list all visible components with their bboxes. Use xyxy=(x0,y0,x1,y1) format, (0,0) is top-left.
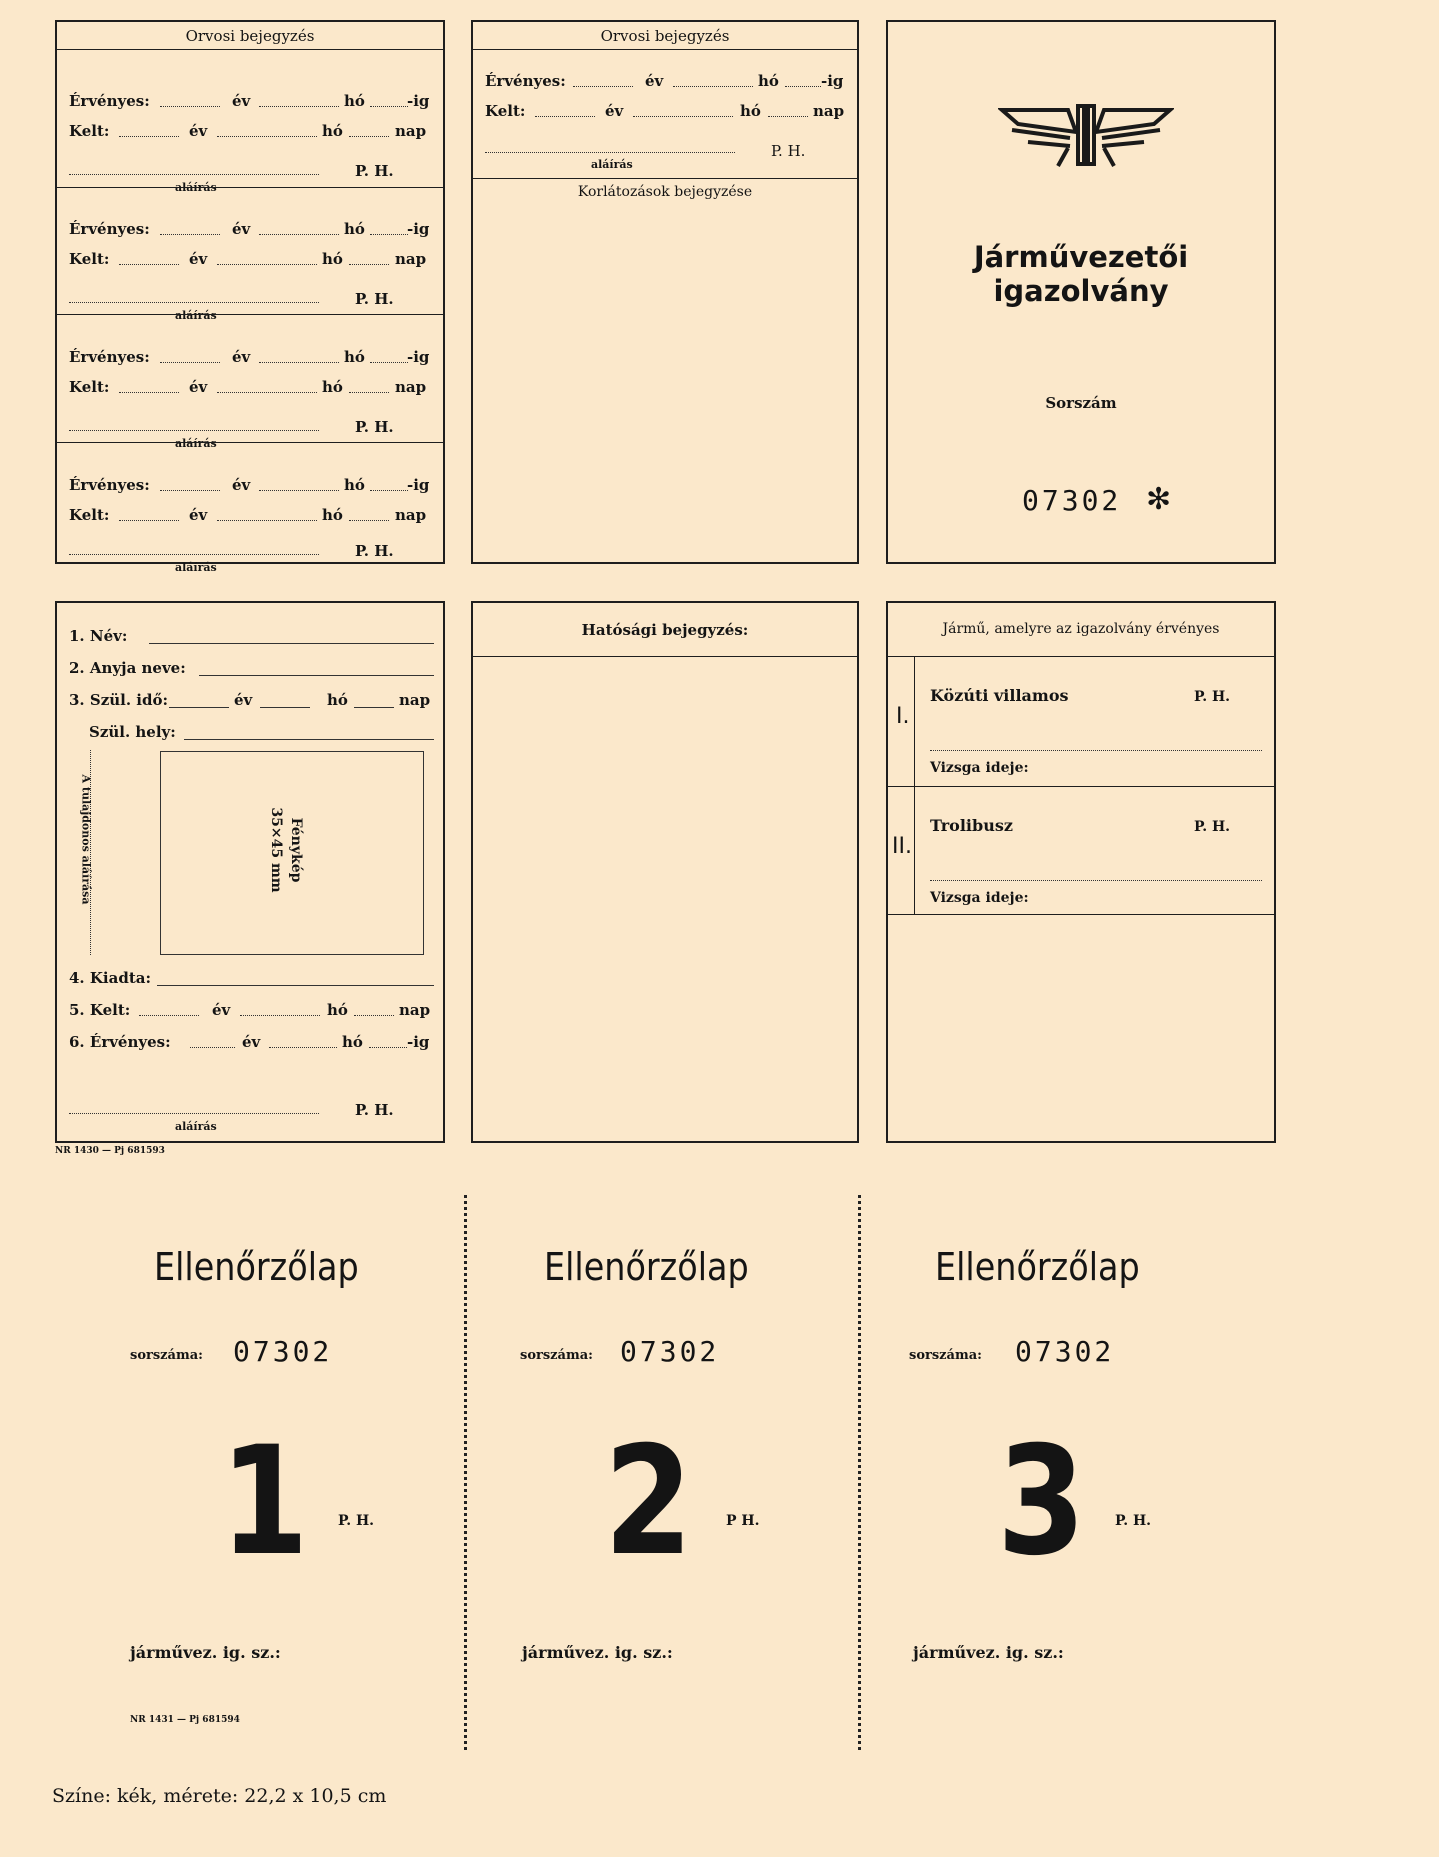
nap-label: nap xyxy=(395,122,427,140)
ho-label: hó xyxy=(342,1033,363,1051)
medical-entry-1 xyxy=(57,52,443,194)
railway-emblem-icon xyxy=(998,102,1174,170)
nap-label: nap xyxy=(395,506,427,524)
signature-label: aláírás xyxy=(175,437,217,450)
valid-label: Érvényes: xyxy=(69,220,150,238)
birth-date-label: 3. Szül. idő: xyxy=(69,691,169,709)
control-sheet-1 xyxy=(120,1245,450,1735)
category-ph: P. H. xyxy=(1194,819,1231,835)
ev-label: év xyxy=(212,1001,231,1019)
sheet-number: 3 xyxy=(997,1415,1086,1589)
ph-label: P. H. xyxy=(338,1513,375,1529)
signature-label: aláírás xyxy=(591,158,633,171)
serial-label: sorszáma: xyxy=(909,1348,982,1363)
valid-label: Érvényes: xyxy=(485,72,566,90)
authority-panel xyxy=(471,601,859,1143)
exam-date-label: Vizsga ideje: xyxy=(930,760,1029,776)
control-title: Ellenőrzőlap xyxy=(154,1245,359,1289)
photo-box xyxy=(160,751,424,955)
star-icon: ✻ xyxy=(1146,482,1172,517)
license-number-label: járművez. ig. sz.: xyxy=(913,1643,1064,1662)
ho-label: hó xyxy=(758,72,779,90)
control-sheet-3 xyxy=(903,1245,1233,1735)
control-title: Ellenőrzőlap xyxy=(935,1245,1140,1289)
vehicle-title: Jármű, amelyre az igazolvány érvényes xyxy=(942,621,1220,637)
serial-label: sorszáma: xyxy=(130,1348,203,1363)
ig-label: -ig xyxy=(407,220,430,238)
date-label: 5. Kelt: xyxy=(69,1001,131,1019)
ph-label: P H. xyxy=(726,1513,760,1529)
ho-label: hó xyxy=(322,250,343,268)
ig-label: -ig xyxy=(407,92,430,110)
issued-label: Kelt: xyxy=(485,102,526,120)
ho-label: hó xyxy=(322,122,343,140)
ho-label: hó xyxy=(344,348,365,366)
photo-size: 35×45 mm xyxy=(268,807,284,893)
medical-entry-4 xyxy=(57,436,443,574)
control-title: Ellenőrzőlap xyxy=(544,1245,749,1289)
cover-panel xyxy=(886,20,1276,564)
nap-label: nap xyxy=(395,250,427,268)
license-number-label: járművez. ig. sz.: xyxy=(522,1643,673,1662)
ig-label: -ig xyxy=(407,348,430,366)
ig-label: -ig xyxy=(407,476,430,494)
ph-label: P. H. xyxy=(1115,1513,1152,1529)
valid-label: Érvényes: xyxy=(69,92,150,110)
ho-label: hó xyxy=(327,691,348,709)
authority-title: Hatósági bejegyzés: xyxy=(581,621,749,639)
valid-label: 6. Érvényes: xyxy=(69,1033,171,1051)
valid-label: Érvényes: xyxy=(69,476,150,494)
sheet-number: 2 xyxy=(604,1415,693,1589)
photo-label: Fénykép xyxy=(288,817,304,883)
issued-by-label: 4. Kiadta: xyxy=(69,969,152,987)
ev-label: év xyxy=(605,102,624,120)
form-code-1: NR 1430 — Pj 681593 xyxy=(55,1146,165,1156)
ho-label: hó xyxy=(327,1001,348,1019)
serial-number: 07302 xyxy=(233,1335,333,1368)
ph-label: P. H. xyxy=(771,142,806,160)
vehicle-panel xyxy=(886,601,1276,1143)
vehicle-category-1 xyxy=(888,656,1274,786)
ev-label: év xyxy=(189,378,208,396)
owner-signature-label: A tulajdonos aláírása xyxy=(79,774,93,905)
ph-label: P. H. xyxy=(355,290,394,308)
serial-label: sorszáma: xyxy=(520,1348,593,1363)
ho-label: hó xyxy=(344,220,365,238)
mother-name-label: 2. Anyja neve: xyxy=(69,659,186,677)
ho-label: hó xyxy=(322,378,343,396)
ev-label: év xyxy=(232,476,251,494)
perforation-line-1 xyxy=(464,1195,467,1750)
nap-label: nap xyxy=(399,691,431,709)
ev-label: év xyxy=(232,220,251,238)
personal-data-panel xyxy=(55,601,445,1143)
category-roman: II. xyxy=(892,834,912,859)
medical-entry-3 xyxy=(57,308,443,450)
ph-label: P. H. xyxy=(355,542,394,560)
ph-label: P. H. xyxy=(355,162,394,180)
issued-label: Kelt: xyxy=(69,506,110,524)
license-number-label: járművez. ig. sz.: xyxy=(130,1643,281,1662)
issued-label: Kelt: xyxy=(69,378,110,396)
medical-entry-2 xyxy=(57,180,443,322)
ho-label: hó xyxy=(740,102,761,120)
category-name: Közúti villamos xyxy=(930,686,1069,705)
ev-label: év xyxy=(645,72,664,90)
medical-title: Orvosi bejegyzés xyxy=(57,22,443,50)
birthplace-label: Szül. hely: xyxy=(89,723,176,741)
medical-title: Orvosi bejegyzés xyxy=(473,22,857,50)
ev-label: év xyxy=(232,92,251,110)
ho-label: hó xyxy=(322,506,343,524)
category-ph: P. H. xyxy=(1194,689,1231,705)
vehicle-category-2 xyxy=(888,786,1274,914)
form-code-2: NR 1431 — Pj 681594 xyxy=(130,1715,240,1725)
ig-label: -ig xyxy=(821,72,844,90)
nap-label: nap xyxy=(395,378,427,396)
serial-number: 07302 xyxy=(1022,484,1122,517)
perforation-line-2 xyxy=(858,1195,861,1750)
category-roman: I. xyxy=(896,704,910,729)
nap-label: nap xyxy=(813,102,845,120)
issued-label: Kelt: xyxy=(69,250,110,268)
signature-label: aláírás xyxy=(175,309,217,322)
nap-label: nap xyxy=(399,1001,431,1019)
signature-label: aláírás xyxy=(175,1120,217,1133)
ev-label: év xyxy=(189,506,208,524)
issued-label: Kelt: xyxy=(69,122,110,140)
cover-title: Járművezetői igazolvány xyxy=(973,240,1189,308)
serial-number: 07302 xyxy=(620,1335,720,1368)
serial-number: 07302 xyxy=(1015,1335,1115,1368)
restrictions-title: Korlátozások bejegyzése xyxy=(577,184,753,200)
ev-label: év xyxy=(189,250,208,268)
control-sheet-2 xyxy=(512,1245,842,1735)
ev-label: év xyxy=(232,348,251,366)
footer-note: Színe: kék, mérete: 22,2 x 10,5 cm xyxy=(52,1785,387,1807)
ho-label: hó xyxy=(344,92,365,110)
signature-label: aláírás xyxy=(175,561,217,574)
sheet-number: 1 xyxy=(220,1415,309,1589)
valid-label: Érvényes: xyxy=(69,348,150,366)
ph-label: P. H. xyxy=(355,1101,394,1119)
ev-label: év xyxy=(189,122,208,140)
exam-date-label: Vizsga ideje: xyxy=(930,890,1029,906)
category-name: Trolibusz xyxy=(930,816,1013,835)
medical-panel xyxy=(55,20,445,574)
name-label: 1. Név: xyxy=(69,627,128,645)
ig-label: -ig xyxy=(407,1033,430,1051)
serial-label: Sorszám xyxy=(1045,394,1117,412)
ev-label: év xyxy=(242,1033,261,1051)
ev-label: év xyxy=(234,691,253,709)
signature-label: aláírás xyxy=(175,181,217,194)
ph-label: P. H. xyxy=(355,418,394,436)
ho-label: hó xyxy=(344,476,365,494)
medical-restrictions-panel xyxy=(471,20,859,564)
